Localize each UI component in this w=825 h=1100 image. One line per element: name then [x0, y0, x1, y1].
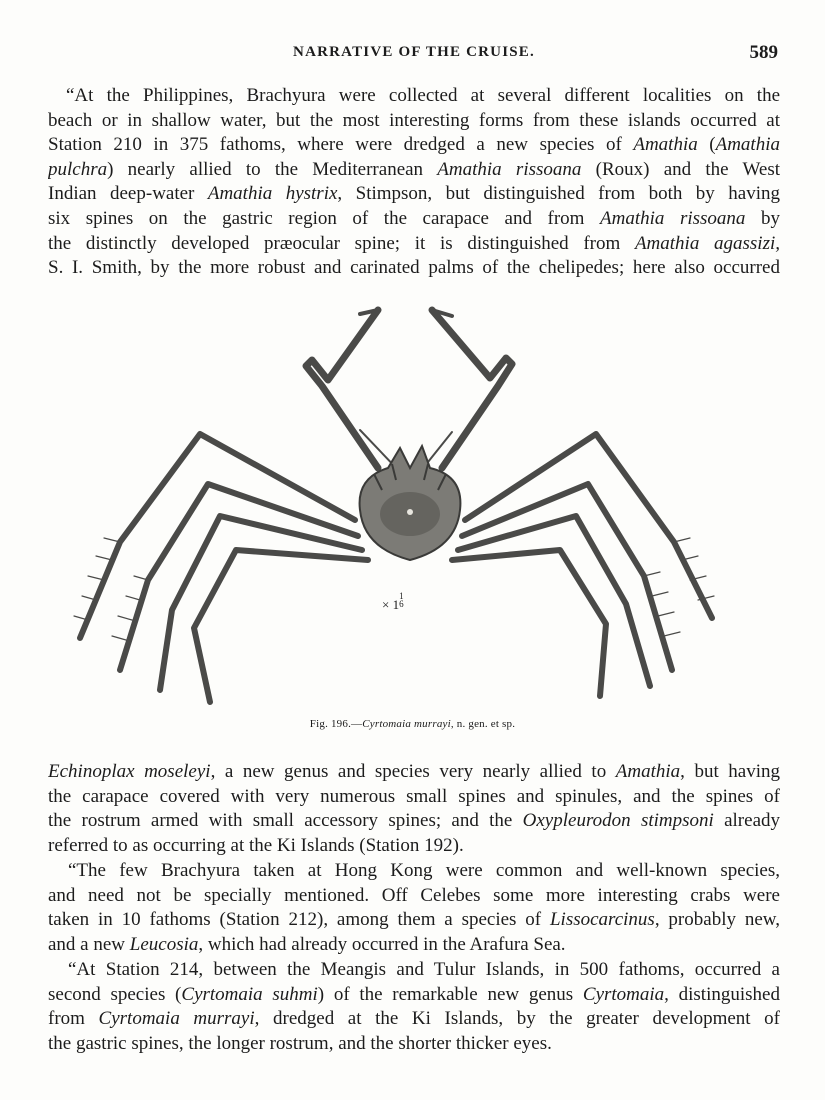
- text-line: [48, 158, 780, 183]
- paragraph-echinoplax: [48, 760, 780, 858]
- text-run: from: [48, 1008, 99, 1030]
- species-name: Cyrtomaia suhmi: [181, 983, 318, 1005]
- text-run: and a new: [48, 933, 130, 955]
- left-leg-3: [160, 516, 362, 690]
- page-number: 589: [749, 42, 778, 63]
- text-run: six spines on the gastric region of the carapace and from: [48, 207, 601, 229]
- text-line: the carapace covered with very numerous small spines and spinules, and the spines of: [48, 785, 780, 807]
- caption-species: Cyrtomaia murrayi: [362, 718, 451, 730]
- text-run: already: [713, 810, 780, 832]
- text-line: [48, 207, 780, 232]
- text-line: [48, 1007, 780, 1032]
- text-line: beach or in shallow water, but the most interesting forms from these islands occurred at: [48, 109, 780, 131]
- species-name: Amathia agassizi,: [634, 232, 780, 254]
- text-run: , distinguished: [664, 983, 780, 1005]
- scale-denominator: 6: [399, 599, 404, 609]
- crab-engraving: [60, 298, 765, 718]
- right-leg-4: [452, 550, 606, 696]
- text-run: Indian deep-water: [48, 183, 208, 205]
- text-run: second species (: [48, 983, 182, 1005]
- text-line: referred to as occurring at the Ki Islands (Station 192).: [48, 834, 464, 856]
- left-leg-4: [194, 550, 368, 702]
- text-run: Station 210 in 375 fathoms, where were dredged a new species of: [48, 134, 634, 156]
- caption-prefix: Fig. 196.—: [309, 718, 363, 730]
- text-run: , a new genus and species very nearly allied to: [210, 761, 616, 782]
- species-name: Cyrtomaia: [582, 983, 665, 1005]
- scale-fraction: [399, 592, 404, 608]
- text-run: ) of the remarkable new genus: [317, 983, 583, 1005]
- text-line: “At the Philippines, Brachyura were collected at several different localities on the: [66, 85, 780, 106]
- text-run: (Roux) and the West: [581, 158, 780, 180]
- species-name: pulchra: [48, 158, 108, 180]
- text-line: [48, 133, 780, 158]
- text-line: “At Station 214, between the Meangis and Tulur Islands, in 500 fathoms, occurred a: [68, 959, 780, 980]
- text-run: , but having: [680, 761, 780, 782]
- species-name: Amathia: [633, 134, 698, 156]
- running-head: [48, 44, 780, 68]
- paragraph-philippines: [48, 84, 780, 281]
- text-line: [48, 983, 780, 1008]
- species-name: Amathia hystrix: [207, 183, 338, 205]
- crab-illustration: [60, 298, 765, 718]
- figure-caption: [0, 718, 825, 730]
- text-run: ) nearly allied to the Mediterranean: [107, 158, 438, 180]
- caption-suffix: , n. gen. et sp.: [450, 718, 516, 730]
- species-name: Cyrtomaia murrayi: [98, 1008, 255, 1030]
- paragraph-station-214: [48, 958, 780, 1056]
- text-run: , Stimpson, but distinguished from both by having: [337, 183, 780, 205]
- text-run: taken in 10 fathoms (Station 212), among them a species of: [48, 909, 550, 931]
- species-name: Amathia rissoana: [600, 207, 746, 229]
- text-line: [48, 232, 780, 257]
- text-run: (: [697, 134, 716, 156]
- text-run: the rostrum armed with small accessory spines; and the: [48, 810, 523, 832]
- species-name: Echinoplax moseleyi: [48, 761, 211, 782]
- left-cheliped: [306, 310, 378, 468]
- text-line: [48, 760, 780, 785]
- text-line: [48, 908, 780, 933]
- text-run: , probably new,: [654, 909, 780, 931]
- species-name: Lissocarcinus: [549, 909, 655, 931]
- text-line: the gastric spines, the longer rostrum, and the shorter thicker eyes.: [48, 1032, 552, 1054]
- paragraph-hong-kong: [48, 859, 780, 957]
- text-line: [48, 182, 780, 207]
- text-run: the distinctly developed præocular spine; it is distinguished from: [48, 232, 635, 254]
- text-run: , dredged at the Ki Islands, by the greater development of: [254, 1008, 780, 1030]
- text-line: and need not be specially mentioned. Off Celebes some more interesting crabs were: [48, 884, 780, 906]
- text-line: [48, 809, 780, 834]
- right-cheliped: [432, 310, 512, 468]
- text-run: by: [745, 207, 780, 229]
- text-line: “The few Brachyura taken at Hong Kong were common and well-known species,: [68, 860, 780, 881]
- left-leg-2: [120, 484, 358, 670]
- right-leg-2: [462, 484, 672, 670]
- scale-label: [382, 592, 404, 613]
- scale-prefix: × 1: [382, 597, 400, 612]
- text-line: S. I. Smith, by the more robust and carinated palms of the chelipedes; here also occurred: [48, 257, 780, 279]
- species-name: Amathia rissoana: [437, 158, 582, 180]
- running-title: NARRATIVE OF THE CRUISE.: [293, 44, 535, 60]
- scale-numerator: 1: [399, 591, 404, 601]
- species-name: Oxypleurodon stimpsoni: [522, 810, 714, 832]
- species-name: Amathia: [615, 761, 681, 782]
- species-name: Leucosia: [129, 933, 199, 955]
- species-name: Amathia: [715, 134, 780, 156]
- text-line: [48, 933, 780, 958]
- text-run: , which had already occurred in the Arafura Sea.: [198, 933, 566, 955]
